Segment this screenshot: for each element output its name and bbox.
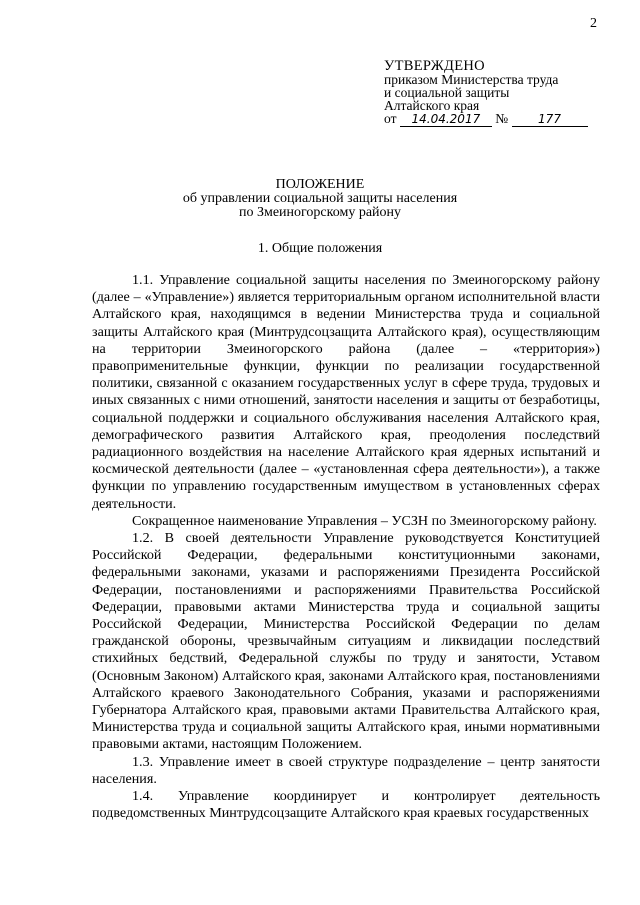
handwritten-date: 14.04.2017 [400,113,492,127]
paragraph: 1.4. Управление координирует и контролирует деятельность подведомственных Минтрудсоцзащите Алтайского края краевых государственных [92,788,600,822]
document-title: ПОЛОЖЕНИЕ [275,177,365,192]
approval-line: Алтайского края [384,98,480,113]
approval-line: и социальной защиты [384,85,510,100]
number-prefix: № [495,111,509,126]
document-body [92,272,600,823]
handwritten-number: 177 [512,113,588,127]
approval-line: приказом Министерства труда [384,72,559,87]
paragraph: 1.2. В своей деятельности Управление руководствуется Конституцией Российской Федерации, федеральными конституционными законами, федеральными законами, указами и распоряжениями Президента Российской Федерации, постановлениями и распоряжениями Правительства Российской Федерации, правовыми актами Министерства труда и социальной защиты Российской Федерации, Министерства Российской Федерации по делам гражданской обороны, чрезвычайным ситуациям и ликвидации последствий стихийных бедствий, Федеральной службы по труду и занятости, Уставом (Основным Законом) Алтайского края, законами Алтайского края, постановлениями Алтайского краевого Законодательного Собрания, указами и распоряжениями Губернатора Алтайского края, правовыми актами Правительства Алтайского края, Министерства труда и социальной защиты Алтайского края, иными нормативными правовыми актами, настоящим Положением. [92,530,600,753]
page-number: 2 [590,16,597,31]
approval-title: УТВЕРЖДЕНО [384,58,485,74]
paragraph: 1.3. Управление имеет в своей структуре подразделение – центр занятости населения. [92,753,600,787]
paragraph: 1.1. Управление социальной защиты населения по Змеиногорскому району (далее – «Управление») является территориальным органом исполнительной власти Алтайского края, находящимся в ведении Министерства труда и социальной защиты Алтайского края (Минтрудсоцзащита Алтайского края), осуществляющим на территории Змеиногорского района (далее – «территория») правоприменительные функции, функции по реализации государственной политики, связанной с оказанием государственных услуг в сфере труда, трудовых и иных связанных с ними отношений, занятости населения и защиты от безработицы, социальной поддержки и социального обслуживания населения Алтайского края, демографического развития Алтайского края, преодоления последствий радиационного воздействия на население Алтайского края ядерных испытаний и космической деятельности (далее – «установленная сфера деятельности»), а также функции по управлению государственным имуществом в установленных сферах деятельности. [92,272,600,512]
document-title-block [0,178,640,220]
section-heading: 1. Общие положения [257,241,383,256]
approval-block [384,60,588,127]
approval-date-line [384,112,588,127]
document-subtitle: об управлении социальной защиты населения [182,191,458,206]
paragraph: Сокращенное наименование Управления – УСЗН по Змеиногорскому району. [132,512,597,529]
date-prefix: от [384,111,397,126]
document-subtitle: по Змеиногорскому району [238,205,402,220]
